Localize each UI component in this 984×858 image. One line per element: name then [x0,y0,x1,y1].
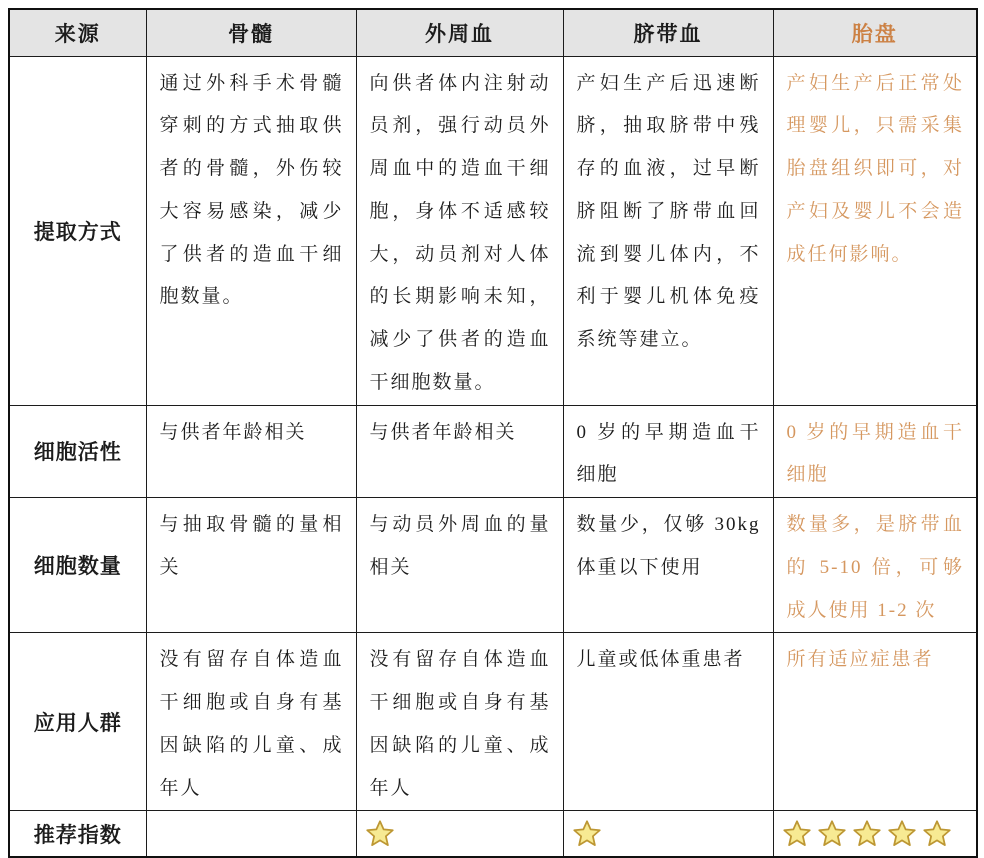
cell-extraction-bone-marrow: 通过外科手术骨髓穿刺的方式抽取供者的骨髓，外伤较大容易感染，减少了供者的造血干细胞数量。 [146,56,356,405]
star-icon [365,819,395,849]
star-icon [887,819,917,849]
stem-cell-source-comparison-table [8,8,978,858]
cell-people-placenta: 所有适应症患者 [773,633,977,811]
cell-people-bone-marrow: 没有留存自体造血干细胞或自身有基因缺陷的儿童、成年人 [146,633,356,811]
stars-peripheral-blood [356,811,563,857]
cell-quantity-bone-marrow: 与抽取骨髓的量相关 [146,498,356,633]
row-label-cell-activity: 细胞活性 [9,405,146,498]
cell-quantity-cord-blood: 数量少，仅够 30kg 体重以下使用 [563,498,773,633]
header-placenta: 胎盘 [773,9,977,56]
star-icon [782,819,812,849]
cell-extraction-peripheral-blood: 向供者体内注射动员剂，强行动员外周血中的造血干细胞，身体不适感较大，动员剂对人体的长期影响未知，减少了供者的造血干细胞数量。 [356,56,563,405]
header-peripheral-blood: 外周血 [356,9,563,56]
table-row-recommendation-index [9,811,977,857]
stars-cord-blood [563,811,773,857]
table-row-extraction-method [9,56,977,405]
star-icon [817,819,847,849]
row-label-cell-quantity: 细胞数量 [9,498,146,633]
table-row-applicable-people [9,633,977,811]
stars-placenta [773,811,977,857]
cell-people-cord-blood: 儿童或低体重患者 [563,633,773,811]
table-row-cell-quantity [9,498,977,633]
table-row-cell-activity [9,405,977,498]
cell-quantity-peripheral-blood: 与动员外周血的量相关 [356,498,563,633]
row-label-extraction-method: 提取方式 [9,56,146,405]
row-label-recommendation-index: 推荐指数 [9,811,146,857]
star-icon [922,819,952,849]
header-cord-blood: 脐带血 [563,9,773,56]
cell-activity-peripheral-blood: 与供者年龄相关 [356,405,563,498]
cell-activity-bone-marrow: 与供者年龄相关 [146,405,356,498]
header-row [9,9,977,56]
star-icon [852,819,882,849]
stars-bone-marrow [146,811,356,857]
header-bone-marrow: 骨髓 [146,9,356,56]
cell-quantity-placenta: 数量多，是脐带血的 5-10 倍，可够成人使用 1-2 次 [773,498,977,633]
cell-extraction-cord-blood: 产妇生产后迅速断脐，抽取脐带中残存的血液，过早断脐阻断了脐带血回流到婴儿体内，不利于婴儿机体免疫系统等建立。 [563,56,773,405]
header-source: 来源 [9,9,146,56]
cell-extraction-placenta: 产妇生产后正常处理婴儿，只需采集胎盘组织即可，对产妇及婴儿不会造成任何影响。 [773,56,977,405]
cell-people-peripheral-blood: 没有留存自体造血干细胞或自身有基因缺陷的儿童、成年人 [356,633,563,811]
star-icon [572,819,602,849]
cell-activity-placenta: 0 岁的早期造血干细胞 [773,405,977,498]
row-label-applicable-people: 应用人群 [9,633,146,811]
cell-activity-cord-blood: 0 岁的早期造血干细胞 [563,405,773,498]
